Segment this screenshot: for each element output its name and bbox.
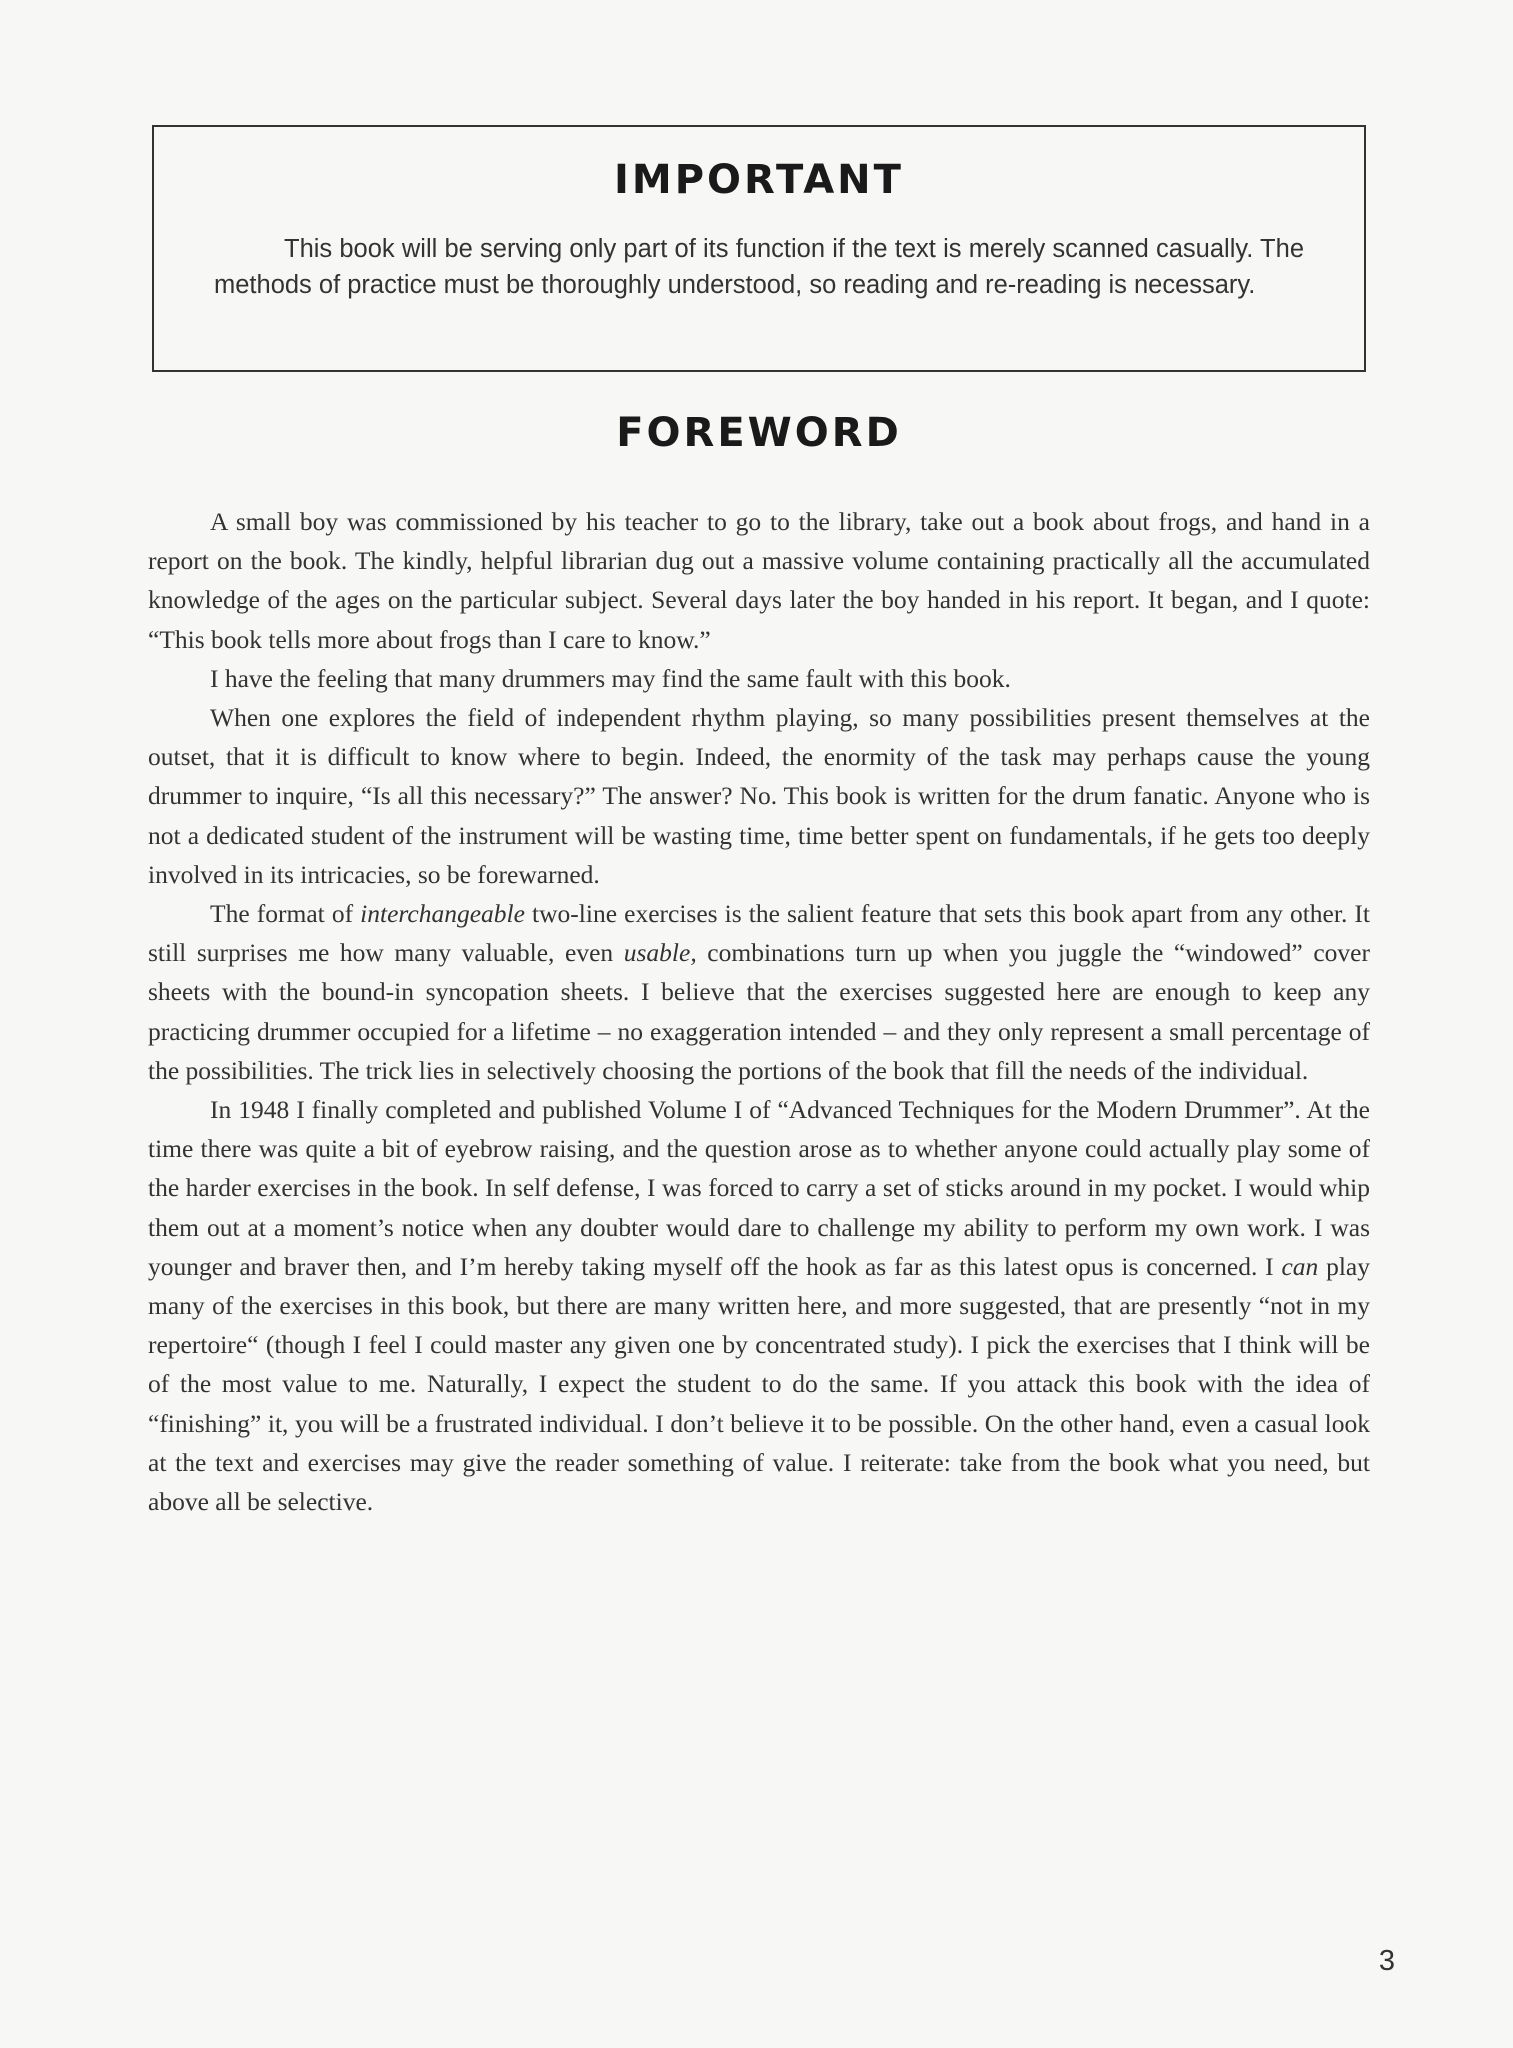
foreword-paragraph-2: I have the feeling that many drummers may find the same fault with this book. — [210, 663, 1011, 693]
foreword-paragraph-3: When one explores the field of independent rhythm playing, so many possibilities present themselves at the outset, that it is difficult to know where to begin. Indeed, the enormity of the task may perhaps cause the young drummer to inquire, “Is all this necessary?” The answer? No. This book is written for the drum fanatic. Anyone who is not a dedicated student of the instrument will be wasting time, time better spent on fundamentals, if he gets too deeply involved in its intricacies, so be forewarned. — [148, 703, 1370, 889]
important-text: This book will be serving only part of its function if the text is merely scanned casually. The methods of practice must be thoroughly understood, so reading and re-reading is necessary. — [214, 235, 1304, 299]
text-run: The format of — [210, 899, 361, 929]
page-number: 3 — [1378, 1945, 1395, 1977]
text-run: In 1948 I finally completed and published Volume I of “Advanced Techniques for the Modern Drummer”. At the time there was quite a bit of eyebrow raising, and the question arose as to whether anyone could actually play some of the harder exercises in the book. In self defense, I was forced to carry a set of sticks around in my pocket. I would whip them out at a moment’s notice when any doubter would dare to challenge my ability to perform my own work. I was younger and braver then, and I’m hereby taking myself off the hook as far as this latest opus is concerned. I — [148, 1095, 1370, 1281]
emphasis-can: can — [1281, 1251, 1319, 1281]
foreword-body — [148, 502, 1370, 1521]
text-run: play many of the exercises in this book, but there are many written here, and more suggested, that are presently “not in my repertoire“ (though I feel I could master any given one by concentrated study). I pick the exercises that I think will be of the most value to me. Naturally, I expect the student to do the same. If you attack this book with the idea of “finishing” it, you will be a frustrated individual. I don’t believe it to be possible. On the other hand, even a casual look at the text and exercises may give the reader something of value. I reiterate: take from the book what you need, but above all be selective. — [148, 1251, 1370, 1517]
important-heading: IMPORTANT — [614, 157, 904, 203]
foreword-heading: FOREWORD — [616, 410, 902, 456]
important-notice-box — [152, 125, 1366, 372]
text-run: two-line exercises is the salient feature that sets this book apart from any other. It still surprises me how many valuable, even — [148, 899, 1371, 968]
emphasis-interchangeable: interchangeable — [360, 899, 525, 929]
foreword-paragraph-1: A small boy was commissioned by his teacher to go to the library, take out a book about frogs, and hand in a report on the book. The kindly, helpful librarian dug out a massive volume containing practically all the accumulated knowledge of the ages on the particular subject. Several days later the boy handed in his report. It began, and I quote: “This book tells more about frogs than I care to know.” — [148, 507, 1370, 654]
foreword-paragraph-4 — [148, 894, 1370, 1090]
text-run: combinations turn up when you juggle the “windowed” cover sheets with the bound-in syncopation sheets. I believe that the exercises suggested here are enough to keep any practicing drummer occupied for a lifetime – no exaggeration intended – and they only represent a small percentage of the possibilities. The trick lies in selectively choosing the portions of the book that fill the needs of the individual. — [148, 938, 1370, 1085]
emphasis-usable: usable, — [623, 938, 697, 968]
foreword-paragraph-5 — [148, 1090, 1370, 1521]
